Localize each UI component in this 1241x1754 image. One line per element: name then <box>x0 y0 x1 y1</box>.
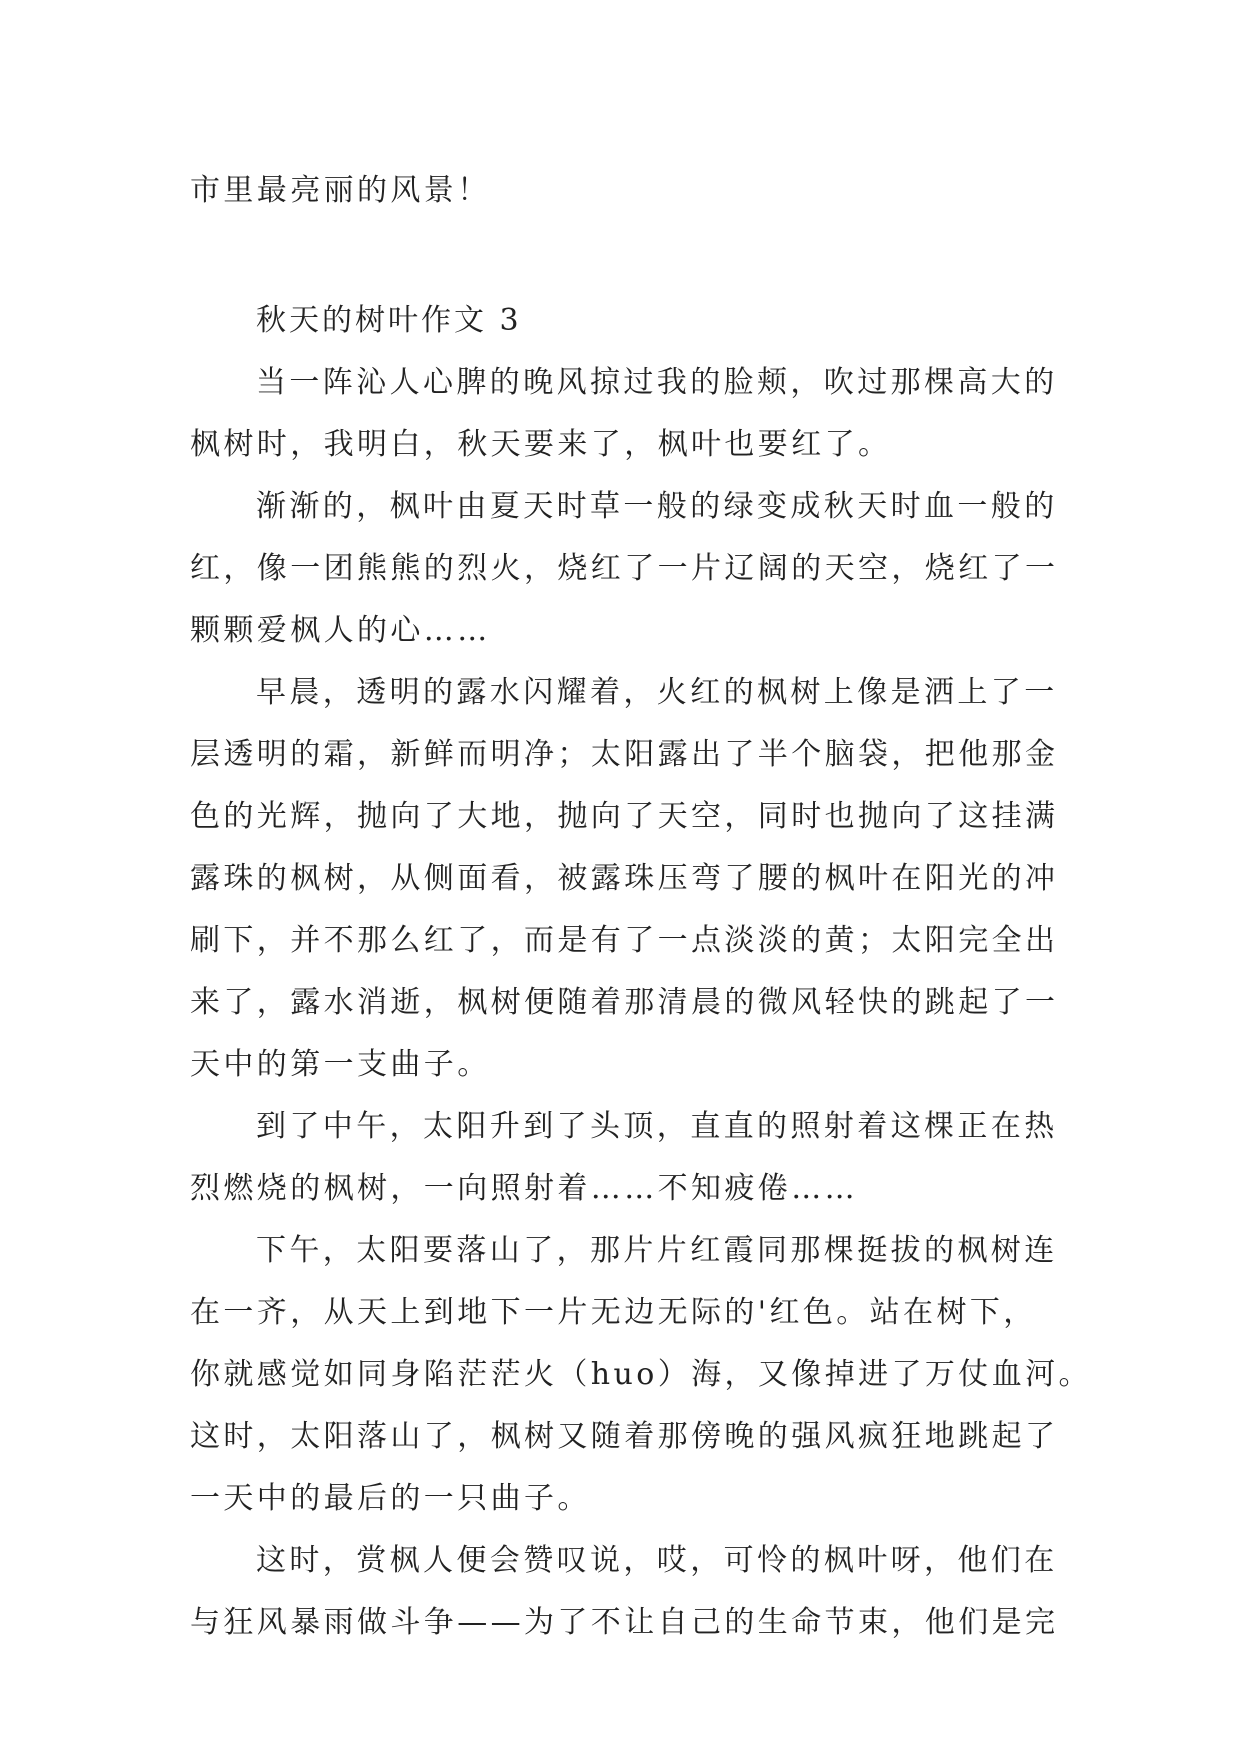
paragraph-line: 来了，露水消逝，枫树便随着那清晨的微风轻快的跳起了一 <box>190 985 1059 1020</box>
paragraph-line: 到了中午，太阳升到了头顶，直直的照射着这棵正在热 <box>256 1109 1058 1144</box>
section-title: 秋天的树叶作文 3 <box>256 303 522 338</box>
paragraph-line: 层透明的霜，新鲜而明净；太阳露出了半个脑袋，把他那金 <box>190 737 1059 772</box>
paragraph-6 <box>190 1530 1060 1654</box>
continuation-line: 市里最亮丽的风景！ <box>190 173 491 208</box>
paragraph-2 <box>190 476 1060 662</box>
paragraph-line: 红，像一团熊熊的烈火，烧红了一片辽阔的天空，烧红了一 <box>190 551 1059 586</box>
paragraph-line: 下午，太阳要落山了，那片片红霞同那棵挺拔的枫树连 <box>256 1233 1058 1268</box>
paragraph-5 <box>190 1220 1092 1530</box>
paragraph-line: 与狂风暴雨做斗争——为了不让自己的生命节束，他们是完 <box>190 1605 1059 1640</box>
paragraph-1 <box>190 352 1060 476</box>
paragraph-4 <box>190 1096 1060 1220</box>
paragraph-line: 你就感觉如同身陷茫茫火（huo）海，又像掉进了万仗血河。 <box>190 1357 1092 1392</box>
paragraph-line: 当一阵沁人心脾的晚风掠过我的脸颊，吹过那棵高大的 <box>256 365 1058 400</box>
paragraph-line: 在一齐，从天上到地下一片无边无际的'红色。站在树下， <box>190 1295 1037 1330</box>
paragraph-line: 一天中的最后的一只曲子。 <box>190 1481 591 1516</box>
paragraph-line: 枫树时，我明白，秋天要来了，枫叶也要红了。 <box>190 427 892 462</box>
document-body <box>190 160 1092 1654</box>
paragraph-line: 渐渐的，枫叶由夏天时草一般的绿变成秋天时血一般的 <box>256 489 1058 524</box>
paragraph-line: 早晨，透明的露水闪耀着，火红的枫树上像是洒上了一 <box>256 675 1058 710</box>
paragraph-line: 露珠的枫树，从侧面看，被露珠压弯了腰的枫叶在阳光的冲 <box>190 861 1059 896</box>
section-spacer <box>190 222 1060 290</box>
paragraph-line: 这时，赏枫人便会赞叹说，哎，可怜的枫叶呀，他们在 <box>256 1543 1058 1578</box>
paragraph-3 <box>190 662 1060 1096</box>
paragraph-line: 烈燃烧的枫树，一向照射着……不知疲倦…… <box>190 1171 858 1206</box>
paragraph-line: 天中的第一支曲子。 <box>190 1047 491 1082</box>
paragraph-line: 刷下，并不那么红了，而是有了一点淡淡的黄；太阳完全出 <box>190 923 1059 958</box>
paragraph-line: 这时，太阳落山了，枫树又随着那傍晚的强风疯狂地跳起了 <box>190 1419 1059 1454</box>
paragraph-line: 颗颗爱枫人的心…… <box>190 613 491 648</box>
paragraph-line: 色的光辉，抛向了大地，抛向了天空，同时也抛向了这挂满 <box>190 799 1059 834</box>
